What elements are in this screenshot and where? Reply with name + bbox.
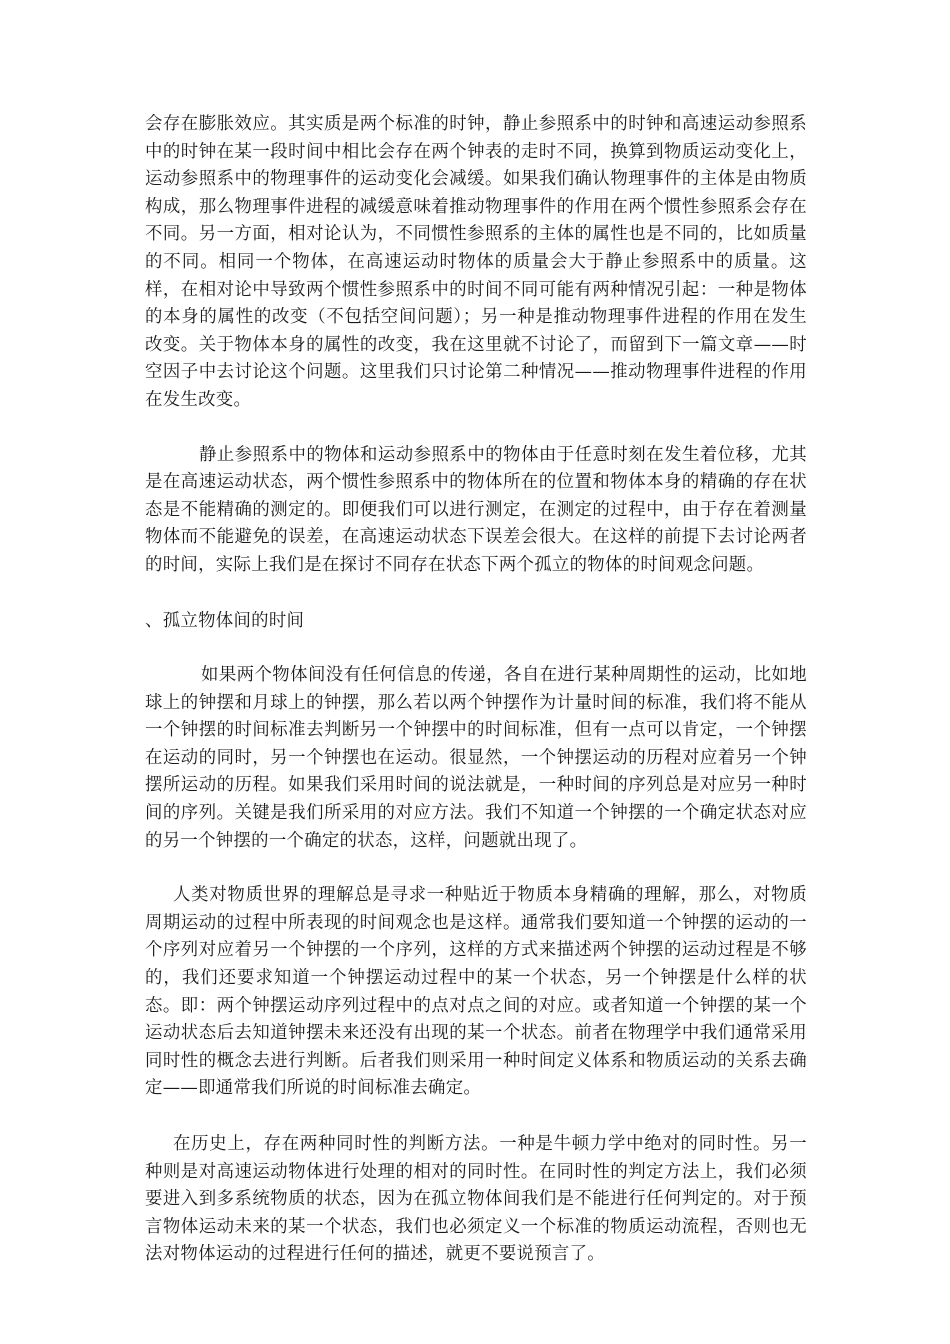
paragraph-2: 静止参照系中的物体和运动参照系中的物体由于任意时刻在发生着位移，尤其是在高速运动状态，两个惯性参照系中的物体所在的位置和物体本身的精确的存在状态是不能精确的测定的。即便我们可以进行测定，在测定的过程中，由于存在着测量物体而不能避免的误差，在高速运动状态下误差会很大。在这样的前提下去讨论两者的时间，实际上我们是在探讨不同存在状态下两个孤立的物体的时间观念问题。 [145,444,807,575]
document-page [145,111,807,1269]
paragraph-1: 会存在膨胀效应。其实质是两个标准的时钟，静止参照系中的时钟和高速运动参照系中的时钟在某一段时间中相比会存在两个钟表的走时不同，换算到物质运动变化上，运动参照系中的物理事件的运动变化会减缓。如果我们确认物理事件的主体是由物质构成，那么物理事件进程的减缓意味着推动物理事件的作用在两个惯性参照系会存在不同。另一方面，相对论认为，不同惯性参照系的主体的属性也是不同的，比如质量的不同。相同一个物体，在高速运动时物体的质量会大于静止参照系中的质量。这样，在相对论中导致两个惯性参照系中的时间不同可能有两种情况引起：一种是物体的本身的属性的改变（不包括空间问题）；另一种是推动物理事件进程的作用在发生改变。关于物体本身的属性的改变，我在这里就不讨论了，而留到下一篇文章——时空因子中去讨论这个问题。这里我们只讨论第二种情况——推动物理事件进程的作用在发生改变。 [145,114,807,410]
paragraph-3: 如果两个物体间没有任何信息的传递，各自在进行某种周期性的运动，比如地球上的钟摆和月球上的钟摆，那么若以两个钟摆作为计量时间的标准，我们将不能从一个钟摆的时间标准去判断另一个钟摆中的时间标准，但有一点可以肯定，一个钟摆在运动的同时，另一个钟摆也在运动。很显然，一个钟摆运动的历程对应着另一个钟摆所运动的历程。如果我们采用时间的说法就是，一种时间的序列总是对应另一种时间的序列。关键是我们所采用的对应方法。我们不知道一个钟摆的一个确定状态对应的另一个钟摆的一个确定的状态，这样，问题就出现了。 [145,665,807,851]
section-heading: 、孤立物体间的时间 [145,610,305,631]
paragraph-4: 人类对物质世界的理解总是寻求一种贴近于物质本身精确的理解，那么，对物质周期运动的过程中所表现的时间观念也是这样。通常我们要知道一个钟摆的运动的一个序列对应着另一个钟摆的一个序列，这样的方式来描述两个钟摆的运动过程是不够的，我们还要求知道一个钟摆运动过程中的某一个状态，另一个钟摆是什么样的状态。即：两个钟摆运动序列过程中的点对点之间的对应。或者知道一个钟摆的某一个运动状态后去知道钟摆未来还没有出现的某一个状态。前者在物理学中我们通常采用同时性的概念去进行判断。后者我们则采用一种时间定义体系和物质运动的关系去确定——即通常我们所说的时间标准去确定。 [145,885,807,1099]
paragraph-5: 在历史上，存在两种同时性的判断方法。一种是牛顿力学中绝对的同时性。另一种则是对高速运动物体进行处理的相对的同时性。在同时性的判定方法上，我们必须要进入到多系统物质的状态，因为在孤立物体间我们是不能进行任何判定的。对于预言物体运动未来的某一个状态，我们也必须定义一个标准的物质运动流程，否则也无法对物体运动的过程进行任何的描述，就更不要说预言了。 [145,1134,807,1265]
